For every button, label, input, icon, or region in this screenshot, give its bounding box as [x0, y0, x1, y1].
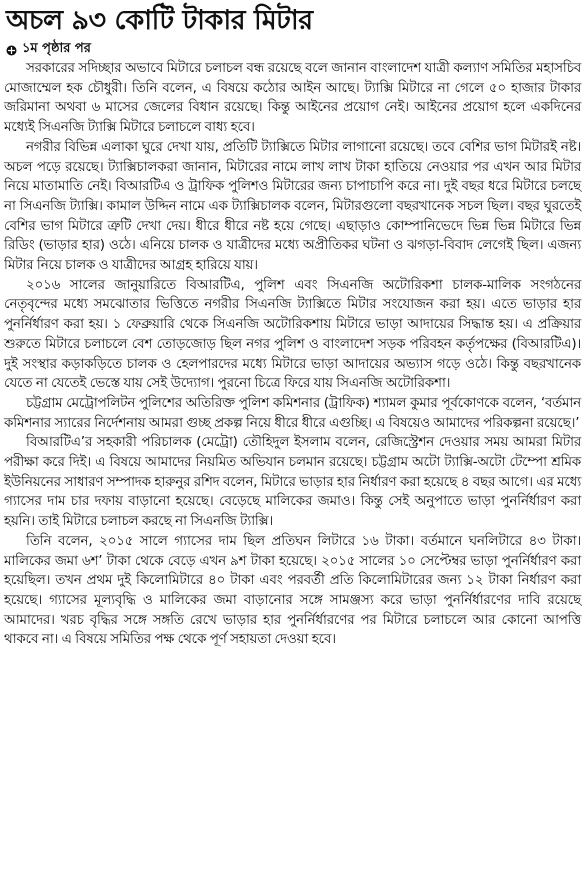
- paragraph: নগরীর বিভিন্ন এলাকা ঘুরে দেখা যায়, প্রতিটি ট্যাক্সিতে মিটার লাগানো রয়েছে। তবে বেশির ভাগ মিটারই নষ্ট। অচল পড়ে রয়েছে। ট্যাক্সিচালকরা জানান, মিটারের নামে লাখ লাখ টাকা হাতিয়ে নেওয়ার পর এখন আর মিটার নিয়ে মাতামাতি নেই। বিআরটিএ ও ট্রাফিক পুলিশও মিটারের জন্য চাপাচাপি করে না। দুই বছর ধরে মিটারে চলছে না সিএনজি ট্যাক্সি। কামাল উদ্দিন নামে এক ট্যাক্সিচালক বলেন, মিটারগুলো বছরখানেক সচল ছিল। বছর ঘুরতেই বেশির ভাগ মিটারে ত্রুটি দেখা দেয়। ধীরে ধীরে নষ্ট হয়ে গেছে। এছাড়াও কোম্পানিভেদে ভিন্ন ভিন্ন মিটারে ভিন্ন রিডিং (ভাড়ার হার) ওঠে। এনিয়ে চালক ও যাত্রীদের মধ্যে অপ্রীতিকর ঘটনা ও ঝগড়া-বিবাদ লেগেই ছিল। এজন্য মিটার নিয়ে চালক ও যাত্রীদের আগ্রহ হারিয়ে যায়।: [4, 138, 581, 274]
- continuation-label: ১ম পৃষ্ঠার পর: [22, 41, 91, 56]
- paragraph: তিনি বলেন, ২০১৫ সালে গ্যাসের দাম ছিল প্রতিঘন লিটারে ১৬ টাকা। বর্তমানে ঘনলিটারে ৪৩ টাকা। মালিকের জমা ৬শ’ টাকা থেকে বেড়ে এখন ৯শ টাকা হয়েছে। ২০১৫ সালের ১০ সেপ্টেম্বর ভাড়া পুনর্নির্ধারণ করা হয়েছিল। তখন প্রথম দুই কিলোমিটারে ৪০ টাকা এবং পরবর্তী প্রতি কিলোমিটারের জন্য ১২ টাকা নির্ধারণ করা হয়েছে। গ্যাসের মূল্যবৃদ্ধি ও মালিকের জমা বাড়ানোর সঙ্গে সামঞ্জস্য করে ভাড়া পুনর্নির্ধারণের দাবি রয়েছে আমাদের। খরচ বৃদ্ধির সঙ্গে সঙ্গতি রেখে ভাড়ার হার পুনর্নির্ধারণের পর মিটারে চলাচলে আর কোনো আপত্তি থাকবে না। এ বিষয়ে সমিতির পক্ষ থেকে পূর্ণ সহায়তা দেওয়া হবে।: [4, 532, 581, 648]
- paragraph: সরকারের সদিচ্ছার অভাবে মিটারে চলাচল বন্ধ রয়েছে বলে জানান বাংলাদেশ যাত্রী কল্যাণ সমিতির মহাসচিব মোজাম্মেল হক চৌধুরী। তিনি বলেন, এ বিষয়ে কঠোর আইন আছে। ট্যাক্সি মিটারে না গেলে ৫০ হাজার টাকার জরিমানা অথবা ৬ মাসের জেলের বিধান রয়েছে। কিন্তু আইনের প্রয়োগ নেই। আইনের প্রয়োগ হলে একদিনের মধ্যেই সিএনজি ট্যাক্সি মিটারে চলাচলে বাধ্য হবে।: [4, 60, 581, 136]
- continuation-kicker: [6, 40, 581, 58]
- article-body: [4, 59, 581, 650]
- paragraph: ২০১৬ সালের জানুয়ারিতে বিআরটিএ, পুলিশ এবং সিএনজি অটোরিকশা চালক-মালিক সংগঠনের নেতৃবৃন্দের মধ্যে সমঝোতার ভিত্তিতে নগরীর সিএনজি ট্যাক্সিতে মিটার সংযোজন করা হয়। এতে ভাড়ার হার পুনর্নির্ধারণ করা হয়। ১ ফেব্রুয়ারি থেকে সিএনজি অটোরিকশায় মিটারে ভাড়া আদায়ের সিদ্ধান্ত হয়। এ প্রক্রিয়ার শুরুতে মিটারে চলাচলে বেশ তোড়জোড় ছিল নগর পুলিশ ও বাংলাদেশ সড়ক পরিবহন কর্তৃপক্ষের (বিআরটিএ)। দুই সংস্থার কড়াকড়িতে চালক ও হেলপারদের মধ্যে মিটারে ভাড়া আদায়ের অভ্যাস গড়ে ওঠে। কিন্তু বছরখানেক যেতে না যেতেই ভেস্তে যায় সেই উদ্যোগ। পুরনো চিত্রে ফিরে যায় সিএনজি অটোরিকশা।: [4, 276, 581, 392]
- paragraph: বিআরটিএ’র সহকারী পরিচালক (মেট্রো) তৌহিদুল ইসলাম বলেন, রেজিস্ট্রেশন দেওয়ার সময় আমরা মিটার পরীক্ষা করে দিই। এ বিষয়ে আমাদের নিয়মিত অভিযান চলমান রয়েছে। চট্টগ্রাম অটো ট্যাক্সি-অটো টেম্পো শ্রমিক ইউনিয়নের সাধারণ সম্পাদক হারুনুর রশিদ বলেন, মিটারে ভাড়ার হার নির্ধারণ করা হয়েছে ৪ বছর আগে। এর মধ্যে গ্যাসের দাম চার দফায় বাড়ানো হয়েছে। বেড়েছে মালিকের জমাও। কিন্তু সেই অনুপাতে ভাড়া পুনর্নির্ধারণ করা হয়নি। তাই মিটারে চলাচল করছে না সিএনজি ট্যাক্সি।: [4, 434, 581, 530]
- headline: অচল ৯৩ কোটি টাকার মিটার: [6, 5, 313, 36]
- bullet-icon: [6, 44, 17, 55]
- paragraph: চট্টগ্রাম মেট্রোপলিটন পুলিশের অতিরিক্ত পুলিশ কমিশনার (ট্রাফিক) শ্যামল কুমার পূর্বকোণকে বলেন, ‘বর্তমান কমিশনার স্যারের নির্দেশনায় আমরা গুচ্ছ প্রকল্প নিয়ে ধীরে ধীরে এগুচ্ছি। এ বিষয়েও আমাদের পরিকল্পনা রয়েছে।’: [4, 394, 581, 431]
